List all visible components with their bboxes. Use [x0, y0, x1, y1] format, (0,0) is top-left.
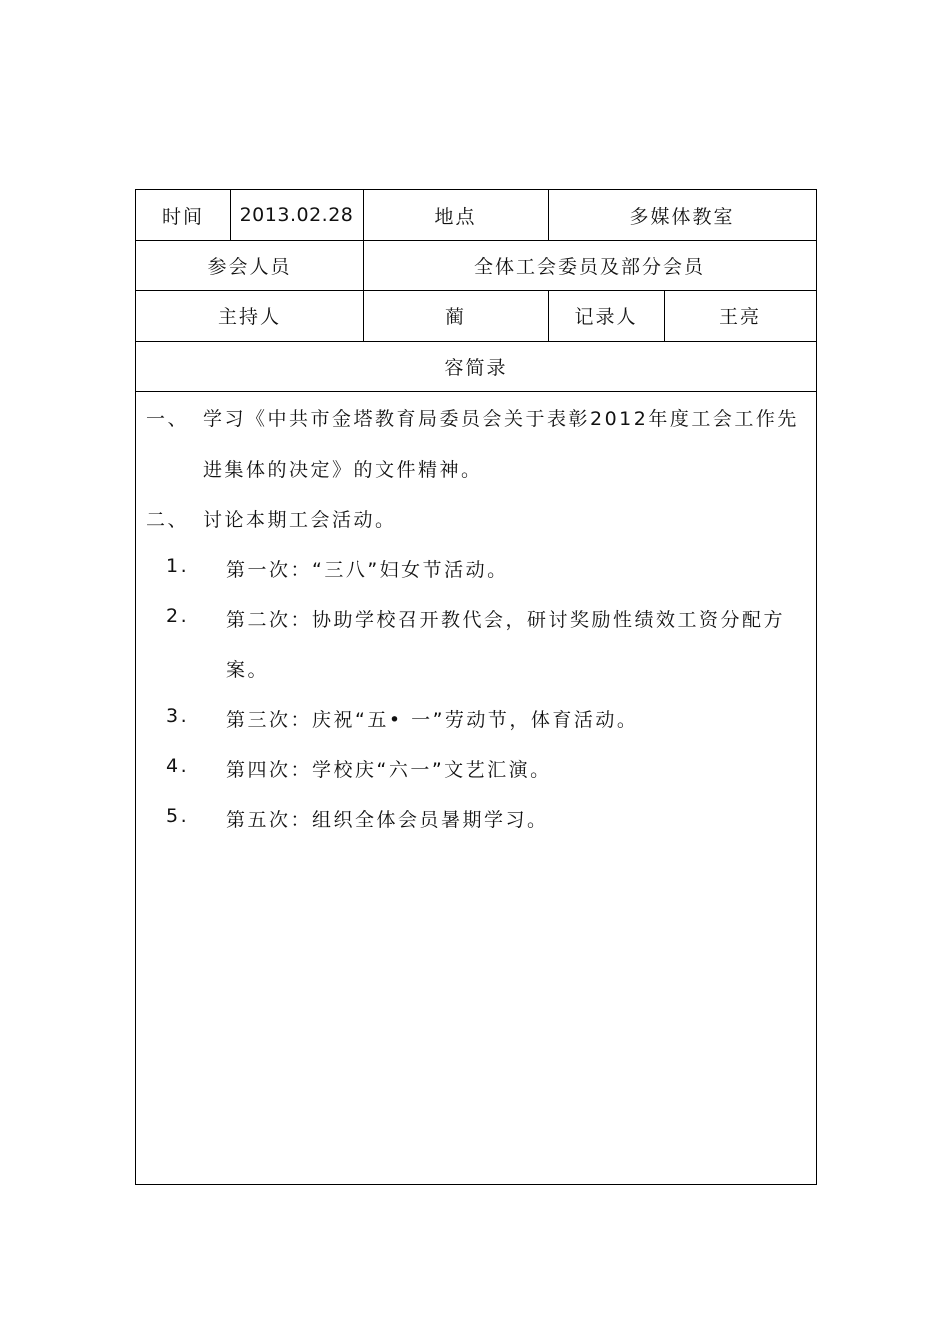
time-label: 时间	[161, 205, 204, 228]
host-label: 主持人	[217, 306, 281, 328]
sub-item-number: 2.	[166, 605, 190, 627]
sub-item-text: 第二次：协助学校召开教代会，研讨奖励性绩效工资分配方	[226, 609, 786, 631]
sub-item-text-cont: 案。	[226, 659, 270, 681]
attendees-value: 全体工会委员及部分会员	[473, 255, 705, 278]
attendees-label: 参会人员	[207, 255, 292, 278]
item2-marker: 二、	[146, 509, 190, 531]
item1-line2: 进集体的决定》的文件精神。	[203, 459, 483, 481]
item2-text: 讨论本期工会活动。	[203, 509, 397, 531]
summary-label: 容简录	[444, 356, 508, 379]
item1-marker: 一、	[146, 408, 190, 430]
sub-item-text: 第三次：庆祝“五• 一”劳动节，体育活动。	[226, 709, 639, 731]
recorder-label: 记录人	[574, 306, 638, 328]
item1-line1: 学习《中共市金塔教育局委员会关于表彰2012年度工会工作先	[203, 408, 799, 430]
place-label: 地点	[434, 205, 477, 228]
row-divider	[136, 391, 816, 392]
recorder-value: 王亮	[718, 306, 761, 328]
sub-item-number: 5.	[166, 805, 190, 827]
sub-item-text: 第一次：“三八”妇女节活动。	[226, 559, 509, 581]
sub-item-text: 第五次：组织全体会员暑期学习。	[226, 809, 549, 831]
host-value: 蔺	[444, 306, 466, 328]
place-value: 多媒体教室	[629, 205, 735, 228]
sub-item-number: 4.	[166, 755, 190, 777]
meeting-record-form	[135, 189, 817, 1185]
sub-item-text: 第四次：学校庆“六一”文艺汇演。	[226, 759, 552, 781]
time-value: 2013.02.28	[239, 204, 354, 226]
sub-item-number: 1.	[166, 555, 190, 577]
sub-item-number: 3.	[166, 705, 190, 727]
